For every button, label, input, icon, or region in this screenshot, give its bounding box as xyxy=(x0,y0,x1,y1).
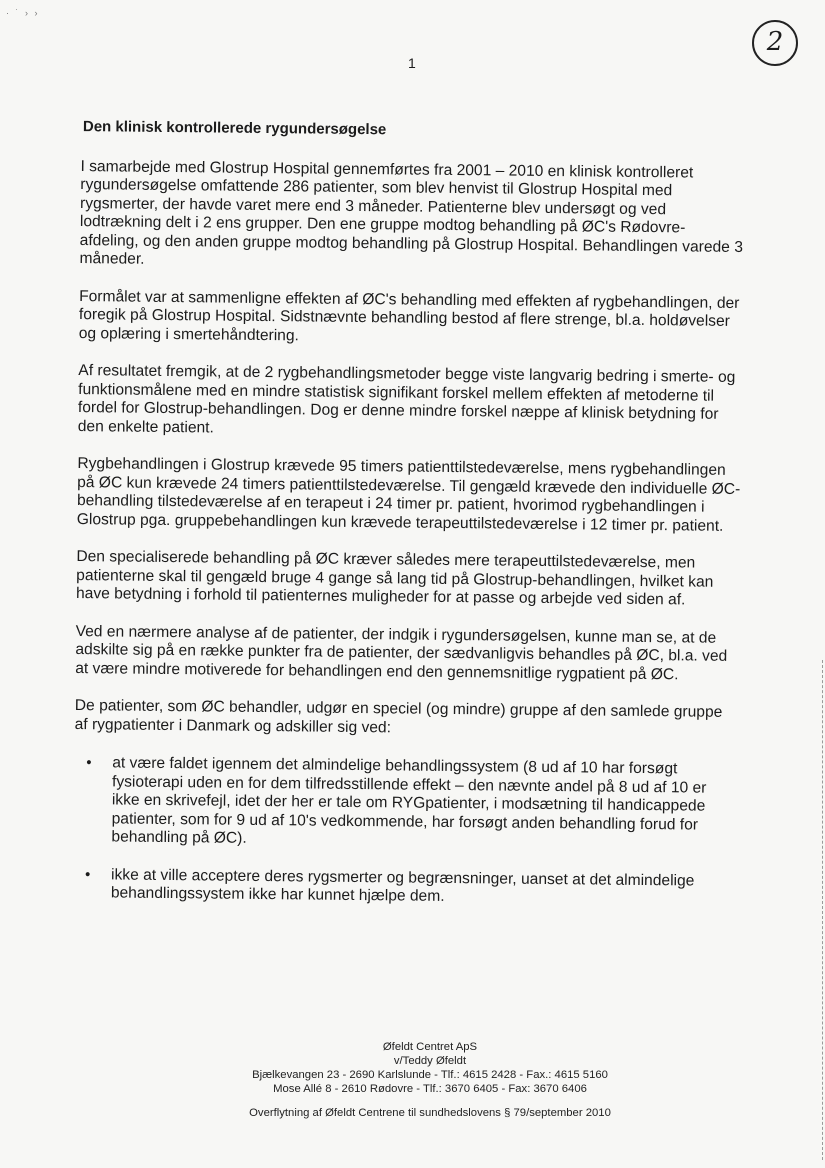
list-item xyxy=(67,754,738,854)
footer-company: Øfeldt Centret ApS xyxy=(382,1041,478,1053)
footer-address-rodovre: Mose Allé 8 - 2610 Rødovre - Tlf.: 3670 6405 - Fax: 3670 6406 xyxy=(273,1083,587,1095)
paragraph-specialized-treatment: Den specialiserede behandling på ØC kræver således mere terapeuttilstedeværelse, men patienterne skal til gengæld bruge 4 gange så lang tid på Glostrup-behandlingen, hvilket kan have betydning i forhold til patienternes muligheder for at passe og arbejde ved siden af. xyxy=(75,548,714,609)
list-item xyxy=(67,865,737,909)
page-stamp xyxy=(752,20,798,66)
bullet-text: ikke at ville acceptere deres rygsmerter og begrænsninger, uanset at det almindelige behandlingssystem ikke har kunnet hjælpe dem. xyxy=(110,865,695,905)
bullet-symbol: • xyxy=(86,754,92,772)
paragraph-study-description: I samarbejde med Glostrup Hospital gennemførtes fra 2001 – 2010 en klinisk kontrolleret rygundersøgelse omfattende 286 patienter, som blev henvist til Glostrup Hospital med rygsmerter, der havde varet mere end 3 måneder. Patienterne blev undersøgt og ved lodtrækning delt i 2 ens grupper. Den ene gruppe modtog behandling på ØC's Rødovre-afdeling, og den anden gruppe modtog behandling på Glostrup Hospital. Behandlingen varede 3 måneder. xyxy=(79,157,744,268)
bullet-text: at være faldet igennem det almindelige behandlingssystem (8 ud af 10 har forsøgt fysioterapi uden en for dem tilfredsstillende effekt – den nævnte andel på 8 ud af 10 er ikke en skrivefejl, idet der her er tale om RYGpatienter, i modsætning til handicappede patienter, som for 9 ud af 10's vedkommende, har forsøgt anden behandling forud for behandling på ØC). xyxy=(111,754,707,847)
document-body xyxy=(67,118,745,928)
letterhead-footer xyxy=(150,1040,710,1120)
footer-note: Overflytning af Øfeldt Centrene til sundhedslovens § 79/september 2010 xyxy=(249,1107,611,1119)
bullet-symbol: • xyxy=(84,865,91,883)
scan-marks: · ˙ › › xyxy=(6,8,40,18)
footer-contact: v/Teddy Øfeldt xyxy=(393,1055,467,1067)
paragraph-results: Af resultatet fremgik, at de 2 rygbehandlingsmetoder begge viste langvarig bedring i smerte- og funktionsmålene med en mindre statistisk signifikant forskel mellem effekten af metoderne til fordel for Glostrup-behandlingen. Dog er denne mindre forskel næppe af klinisk betydning for den enkelte patient. xyxy=(77,362,736,436)
footer-address-karlslunde: Bjælkevangen 23 - 2690 Karlslunde - Tlf.: 4615 2428 - Fax.: 4615 5160 xyxy=(252,1069,608,1081)
paragraph-patient-group: De patienter, som ØC behandler, udgør en speciel (og mindre) gruppe af den samlede gruppe af rygpatienter i Danmark og adskiller sig ved: xyxy=(74,697,723,736)
page-stamp-number: 2 xyxy=(766,27,784,57)
paragraph-attendance: Rygbehandlingen i Glostrup krævede 95 timers patienttilstedeværelse, mens rygbehandlingen på ØC kun krævede 24 timers patienttilstedeværelse. Til gengæld krævede den individuelle ØC-behandling tilstedeværelse af en terapeut i 24 timer pr. patient, hvorimod rygbehandlingen i Glostrup pga. gruppebehandlingen kun krævede terapeuttilstedeværelse i 12 timer pr. patient. xyxy=(76,455,741,535)
paragraph-analysis: Ved en nærmere analyse af de patienter, der indgik i rygundersøgelsen, kunne man se, at de adskilte sig på en række punkter fra de patienter, der sædvanligvis behandles på ØC, bl.a. ved at være mindre motiverede for behandlingen end den gennemsnitlige rygpatient på ØC. xyxy=(75,622,728,683)
bullet-list xyxy=(67,754,739,910)
page-number: 1 xyxy=(408,55,416,71)
scan-edge-line xyxy=(820,660,823,1160)
section-heading: Den klinisk kontrollerede rygundersøgelse xyxy=(82,118,387,139)
paragraph-purpose: Formålet var at sammenligne effekten af ØC's behandling med effekten af rygbehandlingen, der foregik på Glostrup Hospital. Sidstnævnte behandling bestod af flere strenge, bl.a. holdøvelser og oplæring i smertehåndtering. xyxy=(78,287,740,344)
